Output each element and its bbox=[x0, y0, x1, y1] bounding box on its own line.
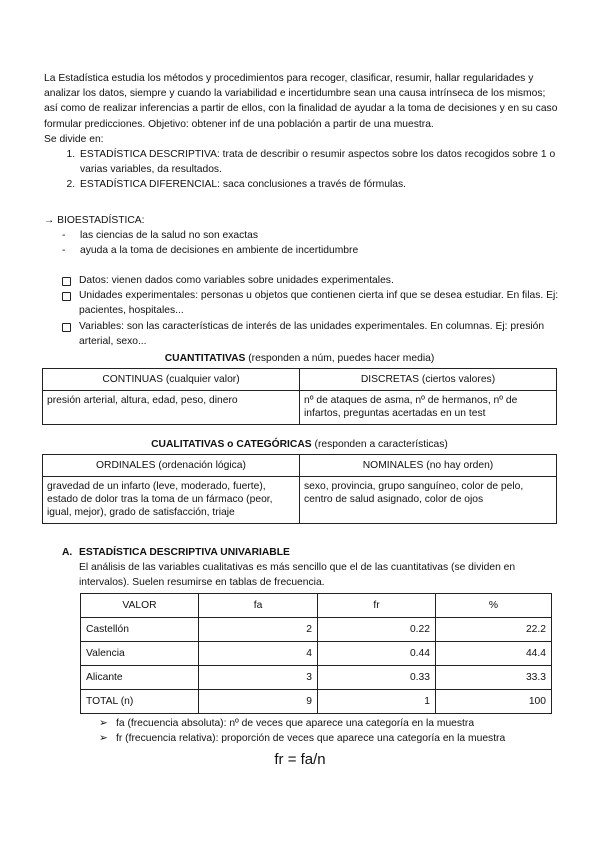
list-item bbox=[99, 716, 569, 731]
table-cell: 2 bbox=[199, 618, 318, 642]
table-cell: sexo, provincia, grupo sanguíneo, color de pelo, centro de salud asignado, color de ojos bbox=[300, 477, 557, 524]
cuantitativas-title-bold: CUANTITATIVAS bbox=[164, 353, 246, 364]
table-cell: 33.3 bbox=[436, 666, 552, 690]
list-item: 1. ESTADÍSTICA DESCRIPTIVA: trata de describir o resumir aspectos sobre los datos recogidos sobre 1 o varias variables, da resultados. bbox=[78, 147, 559, 177]
list-item bbox=[99, 731, 569, 746]
table-row bbox=[81, 642, 552, 666]
list-item bbox=[62, 319, 562, 349]
arrow-bullet-icon: ➢ bbox=[99, 733, 108, 745]
table-cell: 22.2 bbox=[436, 618, 552, 642]
table-cell: 3 bbox=[199, 666, 318, 690]
table-cell: 0.33 bbox=[318, 666, 436, 690]
table-cell: nº de ataques de asma, nº de hermanos, nº de infartos, preguntas acertadas en un test bbox=[300, 391, 557, 425]
list-item-text: Datos: vienen dados como variables sobre unidades experimentales. bbox=[79, 275, 394, 286]
list-item-text: Variables: son las características de interés de las unidades experimentales. En columnas. Ej: presión arterial, sexo... bbox=[79, 320, 545, 347]
cualitativas-table bbox=[42, 454, 557, 524]
section-a bbox=[62, 545, 562, 591]
cuantitativas-title bbox=[42, 353, 557, 364]
table-header-cell: VALOR bbox=[81, 594, 199, 618]
table-cell: Valencia bbox=[81, 642, 199, 666]
list-item-text: Unidades experimentales: personas u objetos que contienen cierta inf que se desea estudiar. En filas. Ej: pacientes, hospitales... bbox=[79, 290, 559, 317]
table-header-row bbox=[43, 369, 557, 391]
cuantitativas-table bbox=[42, 368, 557, 425]
checkbox-bullet-icon bbox=[62, 277, 71, 286]
cuantitativas-title-rest: (responden a núm, puedes hacer media) bbox=[245, 353, 435, 364]
table-cell: TOTAL (n) bbox=[81, 690, 199, 714]
table-cell: presión arterial, altura, edad, peso, dinero bbox=[43, 391, 300, 425]
arrow-bullet-icon: ➢ bbox=[99, 718, 108, 729]
table-cell: 1 bbox=[318, 690, 436, 714]
table-row bbox=[81, 690, 552, 714]
list-item-text: ayuda a la toma de decisiones en ambiente de incertidumbre bbox=[80, 245, 359, 257]
table-cell: Castellón bbox=[81, 618, 199, 642]
divides-label: Se divide en: bbox=[44, 133, 104, 145]
table-header-cell: fr bbox=[318, 594, 436, 618]
dash-bullet: - bbox=[62, 230, 66, 242]
table-cell: 4 bbox=[199, 642, 318, 666]
list-item-text: fa (frecuencia absoluta): nº de veces que aparece una categoría en la muestra bbox=[116, 718, 475, 729]
bio-list bbox=[44, 228, 559, 258]
cualitativas-title-bold: CUALITATIVAS o CATEGÓRICAS bbox=[151, 439, 312, 450]
table-cell: 9 bbox=[199, 690, 318, 714]
table-header-cell: fa bbox=[199, 594, 318, 618]
bioestadistica-section bbox=[44, 213, 559, 259]
table-row bbox=[81, 618, 552, 642]
frequency-table bbox=[80, 593, 552, 714]
checkbox-bullet-icon bbox=[62, 292, 71, 301]
table-row bbox=[43, 391, 557, 425]
section-a-letter: A. bbox=[62, 547, 73, 558]
table-row bbox=[81, 666, 552, 690]
list-item bbox=[62, 243, 559, 258]
table-cell: gravedad de un infarto (leve, moderado, fuerte), estado de dolor tras la toma de un fármaco (peor, igual, mejor), grado de satisfacción, triaje bbox=[43, 477, 300, 524]
table-header-row bbox=[81, 594, 552, 618]
section-a-heading: ESTADÍSTICA DESCRIPTIVA UNIVARIABLE bbox=[79, 547, 290, 558]
list-item: 2. ESTADÍSTICA DIFERENCIAL: saca conclusiones a través de fórmulas. bbox=[78, 177, 559, 192]
table-header-cell: DISCRETAS (ciertos valores) bbox=[300, 369, 557, 391]
cualitativas-title-rest: (responden a características) bbox=[311, 439, 448, 450]
table-cell: 100 bbox=[436, 690, 552, 714]
table-header-row bbox=[43, 455, 557, 477]
list-item bbox=[62, 273, 562, 288]
bioestadistica-heading: → BIOESTADÍSTICA: bbox=[44, 215, 145, 226]
list-item bbox=[62, 288, 562, 318]
table-cell: Alicante bbox=[81, 666, 199, 690]
divides-list bbox=[44, 147, 559, 193]
table-cell: 0.22 bbox=[318, 618, 436, 642]
dash-bullet: - bbox=[62, 245, 66, 257]
table-cell: 44.4 bbox=[436, 642, 552, 666]
table-header-cell: % bbox=[436, 594, 552, 618]
cualitativas-title bbox=[42, 439, 557, 450]
formula: fr = fa/n bbox=[274, 751, 326, 768]
table-header-cell: NOMINALES (no hay orden) bbox=[300, 455, 557, 477]
list-item-text: fr (frecuencia relativa): proporción de veces que aparece una categoría en la muestra bbox=[116, 733, 506, 745]
section-a-text: El análisis de las variables cualitativas es más sencillo que el de las cuantitativas (se dividen en intervalos). Suelen resumirse en tablas de frecuencia. bbox=[79, 562, 516, 589]
table-row bbox=[43, 477, 557, 524]
list-item bbox=[62, 228, 559, 243]
intro-section bbox=[44, 71, 559, 193]
list-item-text: las ciencias de la salud no son exactas bbox=[80, 230, 259, 242]
checkbox-list bbox=[62, 273, 562, 349]
checkbox-bullet-icon bbox=[62, 323, 71, 332]
definitions-list bbox=[99, 716, 569, 746]
intro-paragraph: La Estadística estudia los métodos y procedimientos para recoger, clasificar, resumir, hallar regularidades y analizar los datos, siempre y cuando la variabilidad e incertidumbre sean una causa intrínseca de los mismos; así como de realizar inferencias a partir de ellos, con la finalidad de ayudar a la toma de decisiones y en su caso formular predicciones. Objetivo: obtener inf de una población a partir de una muestra. bbox=[44, 73, 558, 130]
table-header-cell: CONTINUAS (cualquier valor) bbox=[43, 369, 300, 391]
table-cell: 0.44 bbox=[318, 642, 436, 666]
table-header-cell: ORDINALES (ordenación lógica) bbox=[43, 455, 300, 477]
